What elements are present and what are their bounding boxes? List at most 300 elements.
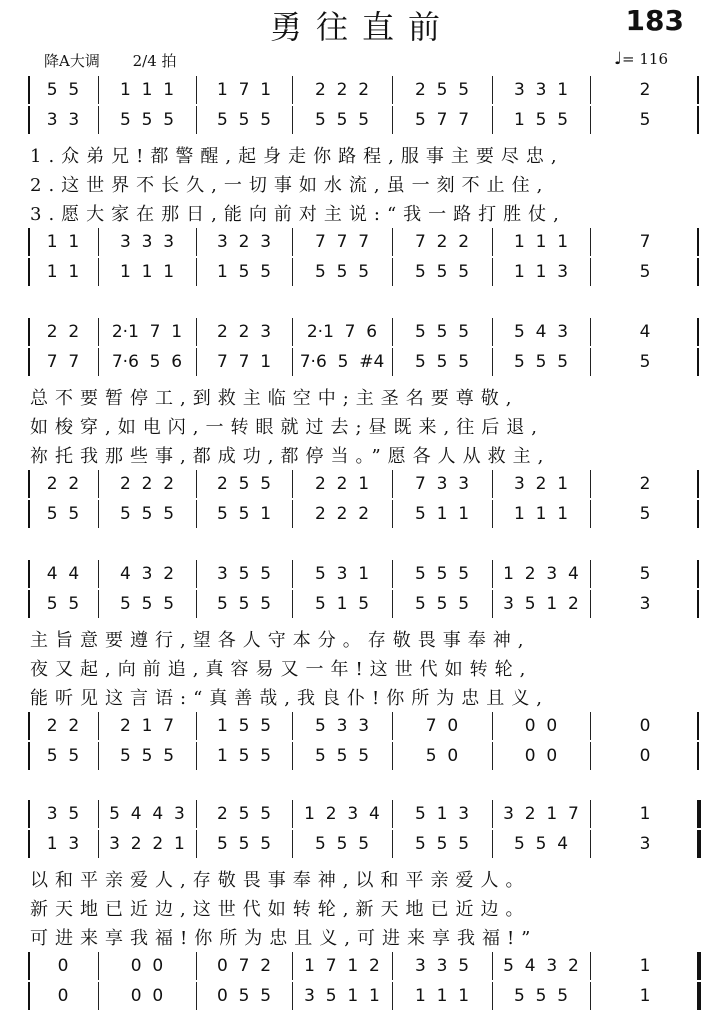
notes: 5 1 5 bbox=[314, 594, 370, 614]
bar-line bbox=[590, 76, 591, 104]
measure bbox=[200, 228, 288, 256]
measure bbox=[296, 228, 388, 256]
bar-line bbox=[28, 712, 30, 740]
bar-line bbox=[392, 106, 393, 134]
notes: 0 bbox=[639, 746, 651, 766]
measure bbox=[496, 712, 586, 740]
measure bbox=[396, 76, 488, 104]
bar-line bbox=[292, 952, 293, 980]
measure bbox=[200, 830, 288, 858]
bar-line bbox=[196, 830, 197, 858]
notes: 3 5 1 2 bbox=[503, 594, 579, 614]
bar-line bbox=[392, 470, 393, 498]
measure bbox=[396, 952, 488, 980]
notes: 5 5 5 bbox=[314, 746, 370, 766]
bar-line bbox=[492, 106, 493, 134]
notes: 0 0 bbox=[130, 956, 164, 976]
notes: 3 3 bbox=[46, 110, 80, 130]
notes: 2 5 5 bbox=[216, 804, 272, 824]
melody-low-row bbox=[28, 106, 700, 134]
bar-line bbox=[492, 590, 493, 618]
measure bbox=[496, 830, 586, 858]
notes: 0 7 2 bbox=[216, 956, 272, 976]
measure bbox=[200, 76, 288, 104]
measure bbox=[594, 258, 696, 286]
lyric-line: 祢托我那些事,都成功,都停当。”愿各人从救主, bbox=[30, 446, 551, 467]
notes: 3 3 5 bbox=[414, 956, 470, 976]
notes: 5 5 bbox=[46, 746, 80, 766]
bar-line bbox=[492, 560, 493, 588]
notes: 2·1 7 1 bbox=[111, 322, 183, 342]
bar-line bbox=[196, 470, 197, 498]
measure bbox=[496, 348, 586, 376]
notes: 2 5 5 bbox=[414, 80, 470, 100]
notes: 3 2 3 bbox=[216, 232, 272, 252]
measure bbox=[296, 500, 388, 528]
lyric-line: 主旨意要遵行,望各人守本分。存敬畏事奉神, bbox=[30, 630, 531, 651]
notes: 5 5 5 bbox=[119, 746, 175, 766]
bar-line bbox=[590, 500, 591, 528]
bar-line bbox=[590, 982, 591, 1010]
bar-line bbox=[590, 228, 591, 256]
bar-line bbox=[196, 590, 197, 618]
measure bbox=[396, 742, 488, 770]
bar-line bbox=[590, 590, 591, 618]
bar-line bbox=[697, 106, 699, 134]
notes: 4 bbox=[639, 322, 651, 342]
notes: 5 5 5 bbox=[119, 594, 175, 614]
lyric-line: 2.这世界不长久,一切事如水流,虽一刻不止住, bbox=[30, 175, 550, 196]
bar-line bbox=[392, 560, 393, 588]
measure bbox=[200, 742, 288, 770]
measure bbox=[396, 470, 488, 498]
notes: 2 2 3 bbox=[216, 322, 272, 342]
bar-line bbox=[98, 712, 99, 740]
measure bbox=[396, 830, 488, 858]
measure bbox=[496, 318, 586, 346]
notes: 5 5 5 bbox=[216, 594, 272, 614]
bar-line bbox=[28, 500, 30, 528]
measure bbox=[296, 712, 388, 740]
measure bbox=[296, 470, 388, 498]
notes: 5 5 5 bbox=[119, 110, 175, 130]
notes: 3 2 2 1 bbox=[109, 834, 185, 854]
measure bbox=[594, 318, 696, 346]
measure bbox=[594, 830, 696, 858]
lyric-line: 3.愿大家在那日,能向前对主说:“我一路打胜仗, bbox=[30, 204, 566, 225]
notes: 7 7 7 bbox=[314, 232, 370, 252]
measure bbox=[396, 258, 488, 286]
notes: 7 7 bbox=[46, 352, 80, 372]
notes: 3 2 1 bbox=[513, 474, 569, 494]
bar-line bbox=[98, 106, 99, 134]
bar-line bbox=[697, 76, 699, 104]
measure bbox=[32, 318, 94, 346]
notes: 4 4 bbox=[46, 564, 80, 584]
bar-line bbox=[697, 258, 699, 286]
bar-line bbox=[98, 830, 99, 858]
bar-line bbox=[292, 258, 293, 286]
notes: 3 3 1 bbox=[513, 80, 569, 100]
measure bbox=[296, 830, 388, 858]
measure bbox=[32, 106, 94, 134]
bar-line bbox=[196, 952, 197, 980]
notes: 7 2 2 bbox=[414, 232, 470, 252]
notes: 5 5 bbox=[46, 80, 80, 100]
measure bbox=[496, 590, 586, 618]
notes: 5 5 5 bbox=[414, 564, 470, 584]
bar-line bbox=[697, 712, 699, 740]
measure bbox=[496, 742, 586, 770]
measure bbox=[102, 590, 192, 618]
bar-line bbox=[292, 348, 293, 376]
bar-line bbox=[492, 318, 493, 346]
measure bbox=[102, 712, 192, 740]
notes: 5 5 1 bbox=[216, 504, 272, 524]
measure bbox=[200, 590, 288, 618]
notes: 7·6 5 #4 bbox=[299, 352, 385, 372]
lyric-line: 1.众弟兄!都警醒,起身走你路程,服事主要尽忠, bbox=[30, 146, 564, 167]
measure bbox=[296, 76, 388, 104]
notes: 5 5 5 bbox=[119, 504, 175, 524]
bar-line bbox=[697, 830, 701, 858]
measure bbox=[200, 470, 288, 498]
measure bbox=[594, 228, 696, 256]
bar-line bbox=[392, 318, 393, 346]
measure bbox=[396, 590, 488, 618]
bar-line bbox=[292, 712, 293, 740]
bar-line bbox=[697, 800, 701, 828]
notes: 5 5 5 bbox=[216, 110, 272, 130]
measure bbox=[32, 500, 94, 528]
melody-high-row bbox=[28, 800, 700, 828]
notes: 3 bbox=[639, 834, 651, 854]
measure bbox=[200, 500, 288, 528]
notes: 4 3 2 bbox=[119, 564, 175, 584]
notes: 5 bbox=[639, 564, 651, 584]
lyric-line: 夜又起,向前追,真容易又一年!这世代如转轮, bbox=[30, 659, 533, 680]
notes: 1 bbox=[639, 956, 651, 976]
measure bbox=[296, 590, 388, 618]
bar-line bbox=[492, 982, 493, 1010]
notes: 1 bbox=[639, 986, 651, 1006]
bar-line bbox=[196, 982, 197, 1010]
bar-line bbox=[292, 76, 293, 104]
measure bbox=[200, 800, 288, 828]
notes: 3 5 5 bbox=[216, 564, 272, 584]
measure bbox=[296, 348, 388, 376]
bar-line bbox=[697, 742, 699, 770]
bar-line bbox=[590, 258, 591, 286]
measure bbox=[496, 228, 586, 256]
bass-high-row bbox=[28, 470, 700, 498]
bar-line bbox=[196, 348, 197, 376]
lyric-line: 新天地已近边,这世代如转轮,新天地已近边。 bbox=[30, 899, 531, 920]
bar-line bbox=[292, 500, 293, 528]
lyric-line: 总不要暂停工,到救主临空中;主圣名要尊敬, bbox=[30, 388, 519, 409]
bar-line bbox=[492, 228, 493, 256]
bar-line bbox=[492, 470, 493, 498]
measure bbox=[296, 318, 388, 346]
notes: 0 5 5 bbox=[216, 986, 272, 1006]
measure bbox=[102, 800, 192, 828]
notes: 3 2 1 7 bbox=[503, 804, 579, 824]
notes: 5 bbox=[639, 504, 651, 524]
bar-line bbox=[196, 560, 197, 588]
measure bbox=[32, 76, 94, 104]
bar-line bbox=[392, 742, 393, 770]
notes: 5 5 5 bbox=[513, 352, 569, 372]
melody-low-row bbox=[28, 590, 700, 618]
bar-line bbox=[392, 982, 393, 1010]
bar-line bbox=[292, 470, 293, 498]
measure bbox=[396, 106, 488, 134]
bar-line bbox=[697, 982, 701, 1010]
bar-line bbox=[392, 76, 393, 104]
measure bbox=[200, 318, 288, 346]
lyric-line: 能听见这言语:“真善哉,我良仆!你所为忠且义, bbox=[30, 688, 549, 709]
measure bbox=[396, 800, 488, 828]
notes: 7 3 3 bbox=[414, 474, 470, 494]
bar-line bbox=[28, 228, 30, 256]
notes: 1 2 3 4 bbox=[304, 804, 380, 824]
notes: 5 4 4 3 bbox=[109, 804, 185, 824]
measure bbox=[102, 952, 192, 980]
bass-low-row bbox=[28, 500, 700, 528]
bar-line bbox=[28, 982, 30, 1010]
measure bbox=[200, 952, 288, 980]
bar-line bbox=[590, 830, 591, 858]
bar-line bbox=[292, 106, 293, 134]
bar-line bbox=[196, 76, 197, 104]
notes: 3 3 3 bbox=[119, 232, 175, 252]
bar-line bbox=[196, 106, 197, 134]
hymn-title: 勇往直前 bbox=[269, 8, 454, 46]
measure bbox=[296, 560, 388, 588]
measure bbox=[296, 982, 388, 1010]
bar-line bbox=[392, 830, 393, 858]
bar-line bbox=[196, 500, 197, 528]
bar-line bbox=[292, 800, 293, 828]
measure bbox=[396, 348, 488, 376]
notes: 5 5 5 bbox=[414, 322, 470, 342]
measure bbox=[496, 982, 586, 1010]
bar-line bbox=[28, 106, 30, 134]
measure bbox=[102, 348, 192, 376]
measure bbox=[32, 742, 94, 770]
measure bbox=[594, 712, 696, 740]
measure bbox=[396, 560, 488, 588]
bar-line bbox=[392, 952, 393, 980]
notes: 0 0 bbox=[524, 716, 558, 736]
bar-line bbox=[392, 500, 393, 528]
measure bbox=[102, 106, 192, 134]
melody-high-row bbox=[28, 560, 700, 588]
melody-low-row bbox=[28, 830, 700, 858]
measure bbox=[296, 258, 388, 286]
measure bbox=[32, 258, 94, 286]
measure bbox=[594, 590, 696, 618]
notes: 5 5 5 bbox=[314, 262, 370, 282]
notes: 1 1 1 bbox=[119, 262, 175, 282]
notes: 1 7 1 bbox=[216, 80, 272, 100]
notes: 0 0 bbox=[524, 746, 558, 766]
bar-line bbox=[28, 590, 30, 618]
tempo-value: = 116 bbox=[622, 50, 668, 68]
melody-high-row bbox=[28, 76, 700, 104]
melody-low-row bbox=[28, 348, 700, 376]
measure bbox=[396, 712, 488, 740]
notes: 1 5 5 bbox=[216, 262, 272, 282]
bass-high-row bbox=[28, 952, 700, 980]
hymn-number: 183 bbox=[625, 4, 684, 37]
notes: 5 5 4 bbox=[513, 834, 569, 854]
measure bbox=[102, 982, 192, 1010]
notes: 5 4 3 bbox=[513, 322, 569, 342]
measure bbox=[594, 982, 696, 1010]
bar-line bbox=[590, 106, 591, 134]
meter-label: 2/4 拍 bbox=[132, 52, 177, 70]
bar-line bbox=[98, 318, 99, 346]
notes: 5 0 bbox=[425, 746, 459, 766]
notes: 1 2 3 4 bbox=[503, 564, 579, 584]
measure bbox=[496, 76, 586, 104]
bar-line bbox=[697, 470, 699, 498]
notes: 7 7 1 bbox=[216, 352, 272, 372]
measure bbox=[32, 590, 94, 618]
measure bbox=[32, 348, 94, 376]
notes: 5 5 5 bbox=[414, 352, 470, 372]
bar-line bbox=[492, 952, 493, 980]
notes: 1 7 1 2 bbox=[304, 956, 380, 976]
measure bbox=[496, 952, 586, 980]
bar-line bbox=[98, 258, 99, 286]
measure bbox=[496, 258, 586, 286]
measure bbox=[32, 952, 94, 980]
bar-line bbox=[492, 76, 493, 104]
bar-line bbox=[98, 742, 99, 770]
bar-line bbox=[98, 76, 99, 104]
bar-line bbox=[492, 712, 493, 740]
bar-line bbox=[98, 348, 99, 376]
bar-line bbox=[392, 348, 393, 376]
bar-line bbox=[28, 258, 30, 286]
measure bbox=[102, 742, 192, 770]
notes: 3 bbox=[639, 594, 651, 614]
notes: 5 5 5 bbox=[216, 834, 272, 854]
lyric-line: 以和平亲爱人,存敬畏事奉神,以和平亲爱人。 bbox=[30, 870, 531, 891]
bar-line bbox=[697, 590, 699, 618]
notes: 5 5 bbox=[46, 594, 80, 614]
measure bbox=[496, 560, 586, 588]
measure bbox=[102, 258, 192, 286]
notes: 5 7 7 bbox=[414, 110, 470, 130]
bar-line bbox=[292, 590, 293, 618]
notes: 5 bbox=[639, 352, 651, 372]
lyric-line: 如梭穿,如电闪,一转眼就过去;昼既来,往后退, bbox=[30, 417, 544, 438]
bar-line bbox=[697, 348, 699, 376]
bar-line bbox=[292, 228, 293, 256]
bar-line bbox=[98, 228, 99, 256]
bar-line bbox=[28, 560, 30, 588]
notes: 1 3 bbox=[46, 834, 80, 854]
notes: 1 1 1 bbox=[513, 232, 569, 252]
measure bbox=[594, 742, 696, 770]
bar-line bbox=[392, 800, 393, 828]
notes: 5 3 3 bbox=[314, 716, 370, 736]
measure bbox=[296, 106, 388, 134]
bar-line bbox=[28, 470, 30, 498]
bar-line bbox=[196, 318, 197, 346]
notes: 1 5 5 bbox=[216, 716, 272, 736]
bar-line bbox=[28, 76, 30, 104]
notes: 2 2 2 bbox=[119, 474, 175, 494]
measure bbox=[102, 318, 192, 346]
notes: 1 5 5 bbox=[513, 110, 569, 130]
quarter-note-icon: ♩ bbox=[614, 49, 623, 69]
bar-line bbox=[590, 318, 591, 346]
notes: 2 2 2 bbox=[314, 80, 370, 100]
measure bbox=[594, 106, 696, 134]
notes: 1 1 1 bbox=[119, 80, 175, 100]
bar-line bbox=[492, 258, 493, 286]
notes: 2 1 7 bbox=[119, 716, 175, 736]
notes: 0 bbox=[57, 986, 69, 1006]
key-label: 降A大调 bbox=[44, 52, 100, 70]
notes: 2·1 7 6 bbox=[306, 322, 378, 342]
bar-line bbox=[196, 228, 197, 256]
bar-line bbox=[98, 590, 99, 618]
notes: 0 bbox=[639, 716, 651, 736]
measure bbox=[594, 952, 696, 980]
measure bbox=[200, 258, 288, 286]
notes: 5 5 5 bbox=[414, 834, 470, 854]
notes: 5 bbox=[639, 262, 651, 282]
bar-line bbox=[292, 560, 293, 588]
measure bbox=[396, 500, 488, 528]
measure bbox=[200, 982, 288, 1010]
notes: 5 5 5 bbox=[513, 986, 569, 1006]
measure bbox=[396, 228, 488, 256]
bar-line bbox=[28, 318, 30, 346]
measure bbox=[396, 982, 488, 1010]
notes: 1 1 bbox=[46, 262, 80, 282]
measure bbox=[102, 560, 192, 588]
measure bbox=[200, 712, 288, 740]
measure bbox=[32, 712, 94, 740]
measure bbox=[102, 470, 192, 498]
measure bbox=[32, 800, 94, 828]
measure bbox=[200, 348, 288, 376]
measure bbox=[496, 470, 586, 498]
bar-line bbox=[292, 742, 293, 770]
notes: 3 5 bbox=[46, 804, 80, 824]
bar-line bbox=[697, 318, 699, 346]
bar-line bbox=[28, 742, 30, 770]
notes: 5 5 5 bbox=[414, 262, 470, 282]
notes: 2 2 1 bbox=[314, 474, 370, 494]
bar-line bbox=[292, 318, 293, 346]
bar-line bbox=[697, 560, 699, 588]
bar-line bbox=[196, 800, 197, 828]
measure bbox=[32, 560, 94, 588]
measure bbox=[32, 982, 94, 1010]
notes: 5 1 1 bbox=[414, 504, 470, 524]
notes: 1 1 1 bbox=[414, 986, 470, 1006]
bar-line bbox=[28, 348, 30, 376]
melody-high-row bbox=[28, 318, 700, 346]
bar-line bbox=[590, 800, 591, 828]
